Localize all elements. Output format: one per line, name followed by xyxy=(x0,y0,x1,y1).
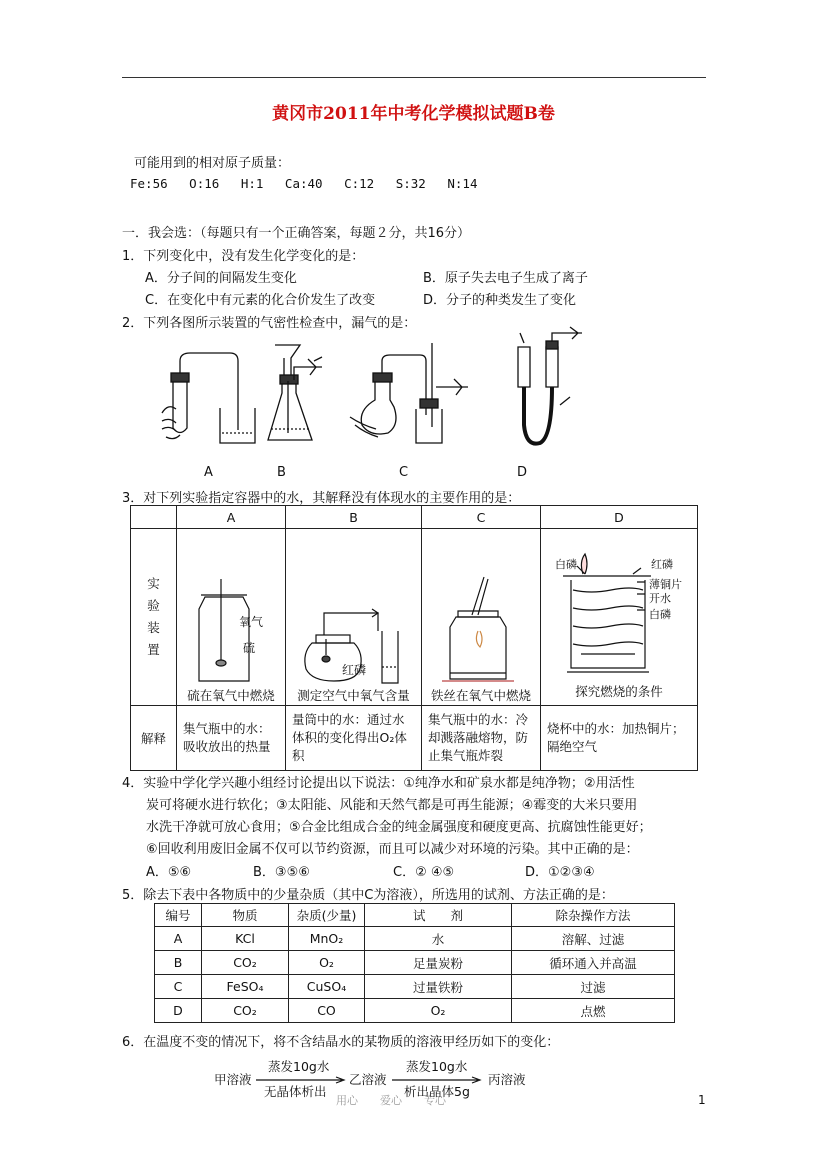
q4-option-a: A．⑤⑥ xyxy=(146,865,192,880)
section1-heading: 一．我会选：（每题只有一个正确答案，每题２分，共16分） xyxy=(122,226,471,241)
device-char-1: 实 xyxy=(147,576,160,591)
q3-device-b xyxy=(286,529,422,706)
mass-ca: Ca:40 xyxy=(284,176,323,191)
q5-cell: CO₂ xyxy=(202,999,289,1023)
q4-option-d: D．①②③④ xyxy=(525,865,595,880)
q3-header-a: A xyxy=(177,506,286,529)
q5-header-substance: 物质 xyxy=(202,904,289,927)
q5-cell: CO xyxy=(289,999,365,1023)
q4-option-c: C．② ④⑤ xyxy=(393,865,455,880)
q3-explain-b xyxy=(286,706,422,771)
apparatus-a xyxy=(162,353,255,443)
q2-label-a: A xyxy=(204,465,213,480)
q3-header-b: B xyxy=(286,506,422,529)
mass-h: H:1 xyxy=(240,176,264,191)
q3-explain-c xyxy=(422,706,541,771)
caption-b: 测定空气中氧气含量 xyxy=(297,688,410,703)
q2-apparatus-figure xyxy=(150,325,600,450)
label-white-phosphorus-bottom: 白磷 xyxy=(649,608,671,621)
q4-line-4: ⑥回收利用废旧金属不仅可以节约资源，而且可以减少对环境的污染。其中正确的是： xyxy=(146,842,639,857)
caption-c: 铁丝在氧气中燃烧 xyxy=(430,688,531,703)
table-row xyxy=(155,927,675,951)
iron-wire-combustion-figure xyxy=(422,569,540,687)
caption-a: 硫在氧气中燃烧 xyxy=(187,688,275,703)
q2-label-b: B xyxy=(277,465,286,480)
device-char-4: 置 xyxy=(147,642,160,657)
q6-flow-mid: 乙溶液 xyxy=(349,1072,387,1087)
atomic-mass-values xyxy=(130,176,477,191)
q5-cell: 水 xyxy=(365,927,512,951)
q5-header-method: 除杂操作方法 xyxy=(512,904,675,927)
device-char-2: 验 xyxy=(147,598,160,613)
q5-cell: O₂ xyxy=(289,951,365,975)
q6-step2-top: 蒸发10g水 xyxy=(406,1059,468,1074)
q5-cell: B xyxy=(155,951,202,975)
device-char-3: 装 xyxy=(147,620,160,635)
q5-cell: 循环通入并高温 xyxy=(512,951,675,975)
q5-cell: A xyxy=(155,927,202,951)
q6-step1-top: 蒸发10g水 xyxy=(268,1059,330,1074)
q3-stem: 3．对下列实验指定容器中的水，其解释没有体现水的主要作用的是： xyxy=(122,491,521,506)
q5-cell: 点燃 xyxy=(512,999,675,1023)
q3-device-c xyxy=(422,529,541,706)
q6-step1-bottom: 无晶体析出 xyxy=(264,1084,327,1099)
q2-label-c: C xyxy=(399,465,409,480)
q3-explain-d xyxy=(541,706,698,771)
q5-cell: D xyxy=(155,999,202,1023)
q4-line-1: 4．实验中学化学兴趣小组经讨论提出以下说法：①纯净水和矿泉水都是纯净物；②用活性 xyxy=(122,776,635,791)
q4-line-2: 炭可将硬水进行软化；③太阳能、风能和天然气都是可再生能源；④霉变的大米只要用 xyxy=(146,798,638,813)
mass-c: C:12 xyxy=(344,176,375,191)
page-title: 黄冈市2011年中考化学模拟试题B卷 xyxy=(272,104,555,124)
footer-watermark: 用心 爱心 专心 xyxy=(336,1094,446,1107)
q6-stem: 6．在温度不变的情况下，将不含结晶水的某物质的溶液甲经历如下的变化： xyxy=(122,1035,560,1050)
label-red-phosphorus-d: 红磷 xyxy=(651,558,673,571)
apparatus-d xyxy=(518,327,582,444)
label-copper-sheet: 薄铜片 xyxy=(649,578,682,591)
label-white-phosphorus-top: 白磷 xyxy=(555,558,577,571)
q3-header-c: C xyxy=(422,506,541,529)
explain-b-text: 量筒中的水：通过水体积的变化得出O₂体积 xyxy=(292,712,407,763)
q6-flow-start: 甲溶液 xyxy=(214,1072,252,1087)
label-red-phosphorus: 红磷 xyxy=(342,663,367,677)
q3-device-d xyxy=(541,529,698,706)
q5-cell: 溶解、过滤 xyxy=(512,927,675,951)
q5-cell: 过滤 xyxy=(512,975,675,999)
q1-option-c: C．在变化中有元素的化合价发生了改变 xyxy=(145,293,376,308)
q3-explain-a xyxy=(177,706,286,771)
q1-option-b: B．原子失去电子生成了离子 xyxy=(423,271,588,286)
label-boiling-water: 开水 xyxy=(649,592,671,605)
q5-header-id: 编号 xyxy=(155,904,202,927)
q5-cell: MnO₂ xyxy=(289,927,365,951)
page-number: 1 xyxy=(698,1093,706,1107)
table-row xyxy=(155,999,675,1023)
apparatus-b xyxy=(268,345,322,440)
q5-header-impurity: 杂质(少量) xyxy=(289,904,365,927)
explain-c-text: 集气瓶中的水：冷却溅落融熔物，防止集气瓶炸裂 xyxy=(428,712,529,763)
mass-o: O:16 xyxy=(189,176,220,191)
q5-cell: C xyxy=(155,975,202,999)
q5-cell: 过量铁粉 xyxy=(365,975,512,999)
q1-stem: 1．下列变化中，没有发生化学变化的是： xyxy=(122,249,365,264)
q3-header-d: D xyxy=(541,506,698,529)
q3-corner-cell xyxy=(131,506,177,529)
q2-stem: 2．下列各图所示装置的气密性检查中，漏气的是： xyxy=(122,316,417,331)
apparatus-c xyxy=(350,343,468,443)
explain-d-text: 烧杯中的水：加热铜片；隔绝空气 xyxy=(547,721,685,754)
table-row xyxy=(155,975,675,999)
q4-line-3: 水洗干净就可放心食用；⑤合金比组成合金的纯金属强度和硬度更高、抗腐蚀性能更好； xyxy=(146,820,652,835)
mass-n: N:14 xyxy=(447,176,478,191)
mass-fe: Fe:56 xyxy=(130,176,168,191)
q5-table xyxy=(154,903,675,1023)
atomic-mass-label: 可能用到的相对原子质量： xyxy=(134,156,291,171)
caption-d: 探究燃烧的条件 xyxy=(575,684,663,699)
q3-row-label-device xyxy=(131,529,177,706)
q5-header-reagent: 试 剂 xyxy=(365,904,512,927)
table-row xyxy=(155,951,675,975)
label-sulfur: 硫 xyxy=(243,641,256,655)
q5-stem: 5．除去下表中各物质中的少量杂质（其中C为溶液），所选用的试剂、方法正确的是： xyxy=(122,888,614,903)
q5-cell: KCl xyxy=(202,927,289,951)
sulfur-combustion-figure xyxy=(177,569,285,687)
q5-cell: CuSO₄ xyxy=(289,975,365,999)
q3-table xyxy=(130,505,698,771)
q5-cell: CO₂ xyxy=(202,951,289,975)
q3-row-label-explain: 解释 xyxy=(131,706,177,771)
q1-option-a: A．分子间的间隔发生变化 xyxy=(145,271,297,286)
q6-flow-end: 丙溶液 xyxy=(488,1072,526,1087)
q5-cell: 足量炭粉 xyxy=(365,951,512,975)
q6-step2-bottom: 析出晶体5g xyxy=(404,1084,470,1099)
q1-option-d: D．分子的种类发生了变化 xyxy=(423,293,577,308)
mass-s: S:32 xyxy=(395,176,426,191)
q5-cell: FeSO₄ xyxy=(202,975,289,999)
explain-a-text: 集气瓶中的水：吸收放出的热量 xyxy=(183,721,271,754)
q3-device-a xyxy=(177,529,286,706)
label-oxygen: 氧气 xyxy=(239,615,264,629)
q4-option-b: B．③⑤⑥ xyxy=(253,865,310,880)
q5-cell: O₂ xyxy=(365,999,512,1023)
q2-label-d: D xyxy=(517,465,528,480)
header-rule xyxy=(122,77,706,78)
